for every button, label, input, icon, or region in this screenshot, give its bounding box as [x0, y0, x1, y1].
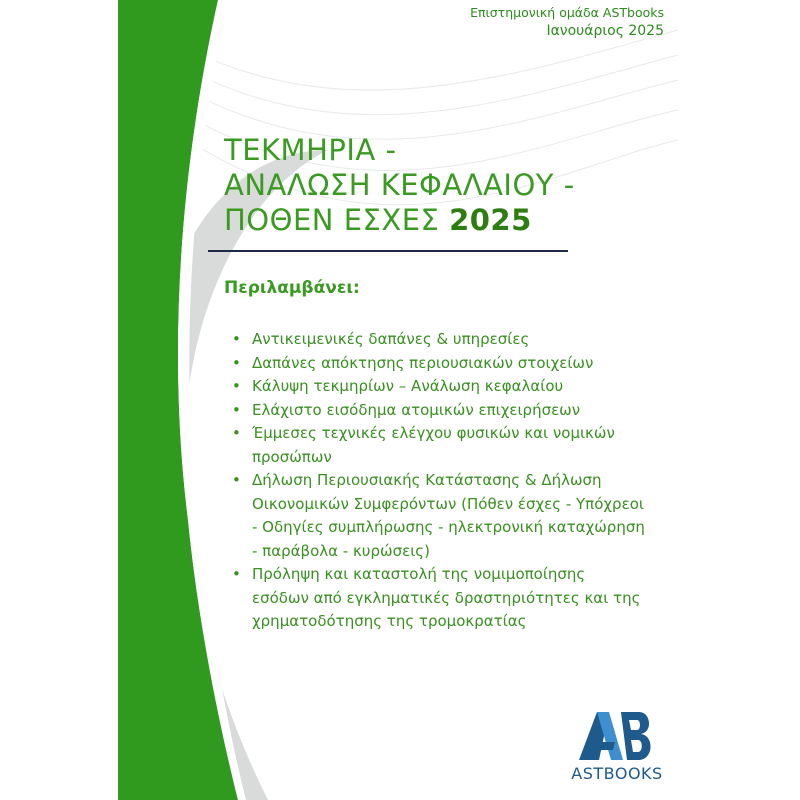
ab-logo-icon	[577, 710, 657, 762]
list-item: • Δήλωση Περιουσιακής Κατάστασης & Δήλωση Οικονομικών Συμφερόντων (Πόθεν έσχες - Υπόχρεοι - Οδηγίες συμπλήρωσης - ηλεκτρονική καταχώρηση - παράβολα - κυρώσεις)	[226, 469, 646, 563]
list-item: • Ελάχιστο εισόδημα ατομικών επιχειρήσεων	[226, 399, 646, 423]
list-item: • Έμμεσες τεχνικές ελέγχου φυσικών και νομικών προσώπων	[226, 422, 646, 469]
astbooks-logo	[570, 710, 664, 783]
list-item: • Αντικειμενικές δαπάνες & υπηρεσίες	[226, 328, 646, 352]
contents-list	[226, 328, 646, 634]
title-line-1: ΤΕΚΜΗΡΙΑ -	[224, 133, 397, 167]
list-item: • Κάλυψη τεκμηρίων – Ανάλωση κεφαλαίου	[226, 375, 646, 399]
title-line-3	[224, 203, 664, 238]
publisher-group: Επιστημονική ομάδα ASTbooks	[470, 5, 664, 20]
list-item: • Δαπάνες απόκτησης περιουσιακών στοιχείων	[226, 352, 646, 376]
publisher-info	[470, 4, 664, 41]
includes-heading: Περιλαμβάνει:	[224, 278, 360, 298]
title-line-2: ΑΝΑΛΩΣΗ ΚΕΦΑΛΑΙΟΥ -	[224, 168, 575, 202]
book-cover	[118, 0, 682, 800]
title-divider	[208, 250, 568, 252]
book-title	[224, 133, 664, 238]
title-year: 2025	[449, 203, 532, 237]
list-item: • Πρόληψη και καταστολή της νομιμοποίησης εσόδων από εγκληματικές δραστηριότητες και της χρηματοδότησης της τρομοκρατίας	[226, 563, 646, 634]
title-line-3-text: ΠΟΘΕΝ ΕΣΧΕΣ	[224, 203, 440, 237]
publication-date: Ιανουάριος 2025	[546, 23, 664, 39]
logo-wordmark: ASTBOOKS	[571, 764, 663, 783]
